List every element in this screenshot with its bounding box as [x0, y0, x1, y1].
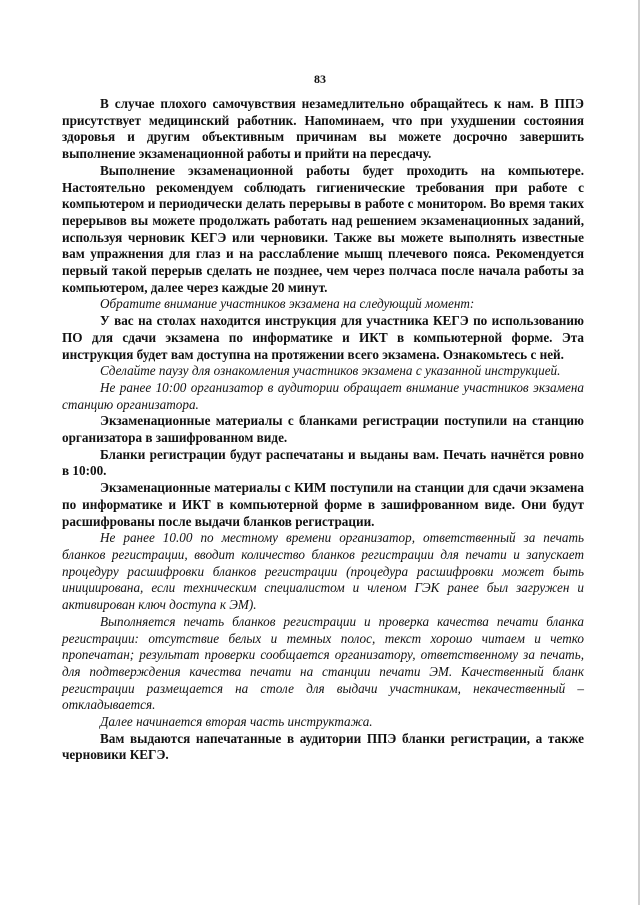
paragraph-instruction-on-desks: У вас на столах находится инструкция для участника КЕГЭ по использованию ПО для сдачи экзамена по информатике и ИКТ в компьютерной форме. Эта инструкция будет вам доступна на протяжении всего экзамена. Ознакомьтесь с ней.	[62, 313, 584, 362]
page-body	[62, 96, 584, 764]
note-decryption-procedure: Не ранее 10.00 по местному времени организатор, ответственный за печать бланков регистрации, вводит количество бланков регистрации для печати и запускает процедуру расшифровки бланков регистрации (процедура расшифровки может быть инициирована, если техническим специалистом и членом ГЭК ранее был загружен и активирован ключ доступа к ЭМ).	[62, 530, 584, 613]
page-number: 83	[314, 72, 326, 86]
paragraph-kim-materials: Экзаменационные материалы с КИМ поступили на станции для сдачи экзамена по информатике и ИКТ в компьютерной форме в зашифрованном виде. Они будут расшифрованы после выдачи бланков регистрации.	[62, 480, 584, 529]
paragraph-printing-time: Бланки регистрации будут распечатаны и выданы вам. Печать начнётся ровно в 10:00.	[62, 446, 584, 479]
note-organizer-station: Не ранее 10:00 организатор в аудитории обращает внимание участников экзамена станцию организатора.	[62, 379, 584, 412]
note-attention: Обратите внимание участников экзамена на следующий момент:	[100, 296, 475, 312]
paragraph-materials-received: Экзаменационные материалы с бланками регистрации поступили на станцию организатора в зашифрованном виде.	[62, 413, 584, 446]
note-second-part: Далее начинается вторая часть инструктажа.	[100, 714, 373, 730]
paragraph-health-notice: В случае плохого самочувствия незамедлительно обращайтесь к нам. В ППЭ присутствует медицинский работник. Напоминаем, что при ухудшении состояния здоровья и другим объективным причинам вы можете досрочно завершить выполнение экзаменационной работы и прийти на пересдачу.	[62, 96, 584, 162]
paragraph-computer-breaks: Выполнение экзаменационной работы будет проходить на компьютере. Настоятельно рекомендуем соблюдать гигиенические требования при работе с компьютером и периодически делать перерывы в работе с монитором. Во время таких перерывов вы можете продолжать работать над решением экзаменационных заданий, используя черновик КЕГЭ или черновики. Также вы можете выполнять известные вам упражнения для глаз и на расслабление мышц плечевого пояса. Рекомендуется первый такой перерыв сделать не позднее, чем через полчаса после начала работы за компьютером, далее через каждые 20 минут.	[62, 162, 584, 295]
note-print-quality-check: Выполняется печать бланков регистрации и проверка качества печати бланка регистрации: отсутствие белых и темных полос, текст хорошо читаем и четко пропечатан; результат проверки сообщается организатору, ответственному за печать, для подтверждения качества печати на станции печати ЭМ. Качественный бланк регистрации размещается на столе для выдачи участникам, некачественный – откладывается.	[62, 613, 584, 713]
note-pause: Сделайте паузу для ознакомления участников экзамена с указанной инструкцией.	[100, 363, 561, 379]
paragraph-forms-issued: Вам выдаются напечатанные в аудитории ППЭ бланки регистрации, а также черновики КЕГЭ.	[62, 730, 584, 763]
